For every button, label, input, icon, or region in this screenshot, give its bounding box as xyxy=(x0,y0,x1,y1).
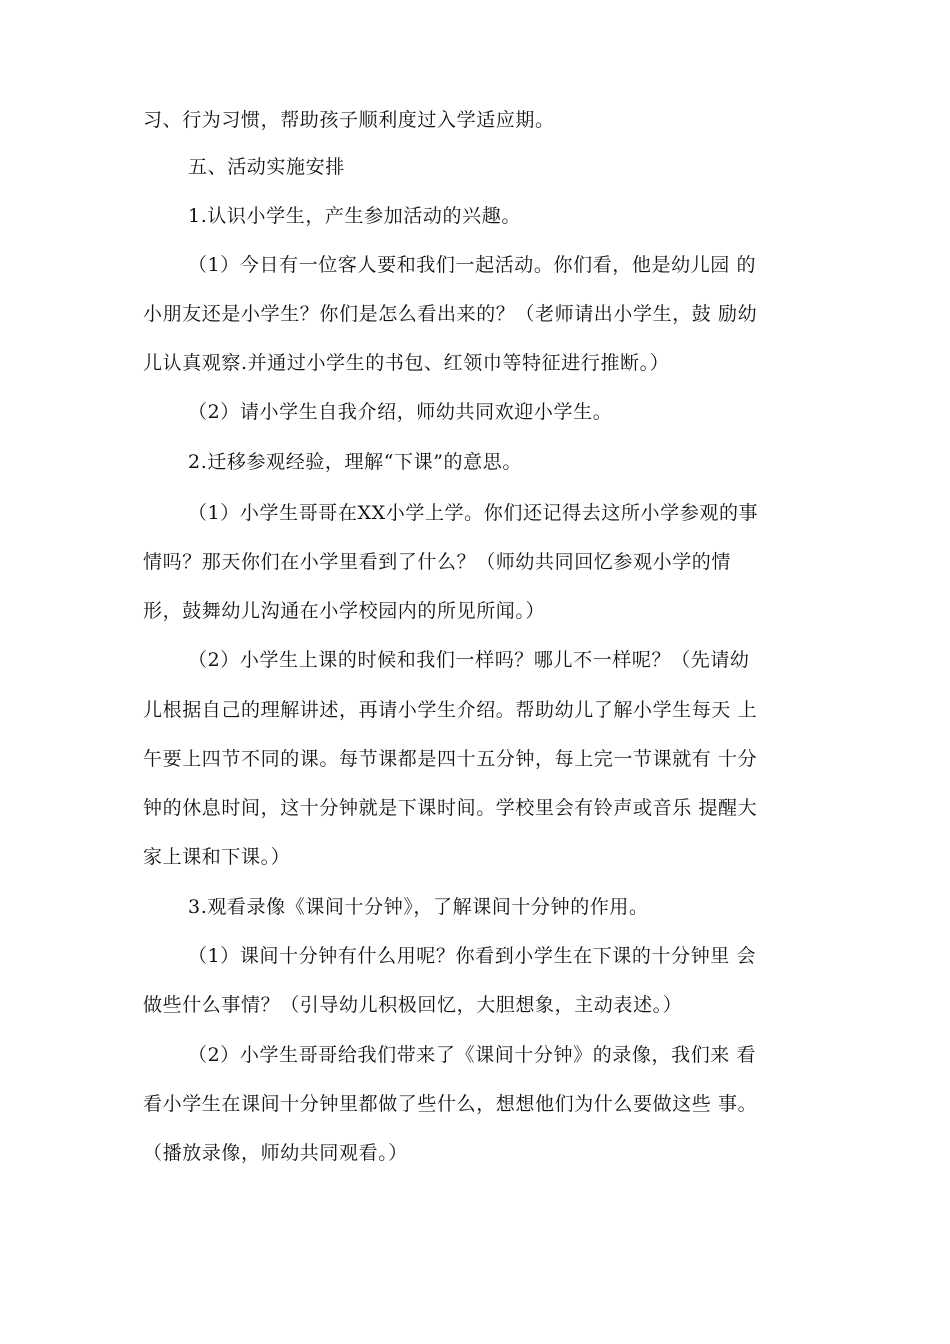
paragraph-line: 做些什么事情？（引导幼儿积极回忆，大胆想象，主动表述。） xyxy=(143,994,683,1016)
paragraph-line: 儿根据自己的理解讲述，再请小学生介绍。帮助幼儿了解小学生每天 上 xyxy=(143,699,758,721)
paragraph-line: 小朋友还是小学生？你们是怎么看出来的？（老师请出小学生，鼓 励幼 xyxy=(143,303,758,325)
paragraph-line: 儿认真观察.并通过小学生的书包、红领巾等特征进行推断。） xyxy=(143,352,670,374)
paragraph-line: （1）小学生哥哥在XX小学上学。你们还记得去这所小学参观的事 xyxy=(188,502,759,524)
paragraph-line: 看小学生在课间十分钟里都做了些什么，想想他们为什么要做这些 事。 xyxy=(143,1093,758,1115)
step-heading: 3.观看录像《课间十分钟》，了解课间十分钟的作用。 xyxy=(188,896,649,918)
paragraph-line: （2）小学生上课的时候和我们一样吗？哪儿不一样呢？（先请幼 xyxy=(188,649,750,671)
section-heading: 五、活动实施安排 xyxy=(188,156,345,178)
paragraph-line: （2）请小学生自我介绍，师幼共同欢迎小学生。 xyxy=(188,401,613,423)
paragraph-line: （1）今日有一位客人要和我们一起活动。你们看，他是幼儿园 的 xyxy=(188,254,757,276)
paragraph-line: 形，鼓舞幼儿沟通在小学校园内的所见所闻。） xyxy=(143,600,546,622)
paragraph-line: （1）课间十分钟有什么用呢？你看到小学生在下课的十分钟里 会 xyxy=(188,945,757,967)
paragraph-line: 家上课和下课。） xyxy=(143,846,291,868)
paragraph-line: （播放录像，师幼共同观看。） xyxy=(143,1142,408,1164)
step-heading: 1.认识小学生，产生参加活动的兴趣。 xyxy=(188,205,521,227)
paragraph-line: 习、行为习惯，帮助孩子顺利度过入学适应期。 xyxy=(143,109,555,131)
paragraph-line: 情吗？那天你们在小学里看到了什么？（师幼共同回忆参观小学的情 xyxy=(143,551,732,573)
paragraph-line: 钟的休息时间，这十分钟就是下课时间。学校里会有铃声或音乐 提醒大 xyxy=(143,797,758,819)
paragraph-line: 午要上四节不同的课。每节课都是四十五分钟，每上完一节课就有 十分 xyxy=(143,748,758,770)
paragraph-line: （2）小学生哥哥给我们带来了《课间十分钟》的录像，我们来 看 xyxy=(188,1044,757,1066)
step-heading: 2.迁移参观经验，理解“下课”的意思。 xyxy=(188,451,522,473)
